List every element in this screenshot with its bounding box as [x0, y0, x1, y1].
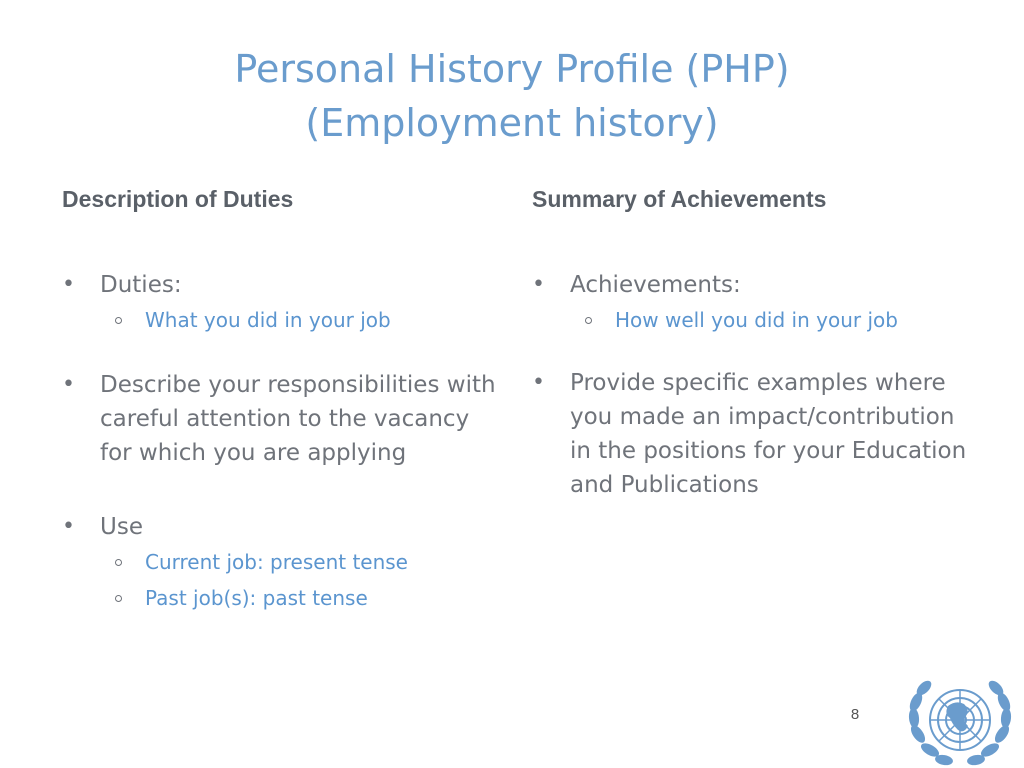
left-column-heading: Description of Duties: [62, 186, 294, 212]
page-number: 8: [850, 706, 860, 723]
left-column: [62, 268, 502, 616]
sub-bullet-item: [532, 302, 972, 338]
bullet-dot-icon: •: [62, 514, 75, 539]
bullet-dot-icon: •: [532, 370, 545, 395]
sub-bullet-text: What you did in your job: [145, 308, 391, 332]
bullet-text: Provide specific examples where you made an impact/contribution in the positions for your Education and Publications: [570, 370, 967, 498]
ring-bullet-icon: [115, 595, 122, 602]
title-line-2: (Employment history): [305, 101, 719, 145]
ring-bullet-icon: [115, 317, 122, 324]
bullet-item: [532, 268, 972, 302]
sub-bullet-text: Current job: present tense: [145, 550, 408, 574]
bullet-dot-icon: •: [532, 272, 545, 297]
sub-bullet-text: How well you did in your job: [615, 308, 898, 332]
bullet-dot-icon: •: [62, 272, 75, 297]
bullet-item: [62, 510, 502, 544]
sub-bullet-item: [62, 580, 502, 616]
bullet-item: [532, 366, 972, 502]
bullet-text: Use: [100, 514, 143, 540]
sub-bullet-text: Past job(s): past tense: [145, 586, 368, 610]
bullet-item: [62, 268, 502, 302]
slide-title: [40, 42, 984, 150]
ring-bullet-icon: [585, 317, 592, 324]
right-column: [532, 268, 972, 502]
un-emblem-icon: [904, 668, 1016, 768]
bullet-item: [62, 368, 502, 470]
sub-bullet-item: [62, 544, 502, 580]
sub-bullet-item: [62, 302, 502, 338]
bullet-text: Achievements:: [570, 272, 741, 298]
right-column-heading: Summary of Achievements: [532, 186, 827, 212]
bullet-text: Duties:: [100, 272, 182, 298]
bullet-dot-icon: •: [62, 372, 75, 397]
bullet-text: Describe your responsibilities with careful attention to the vacancy for which you are applying: [100, 372, 496, 466]
title-line-1: Personal History Profile (PHP): [234, 47, 790, 91]
ring-bullet-icon: [115, 559, 122, 566]
